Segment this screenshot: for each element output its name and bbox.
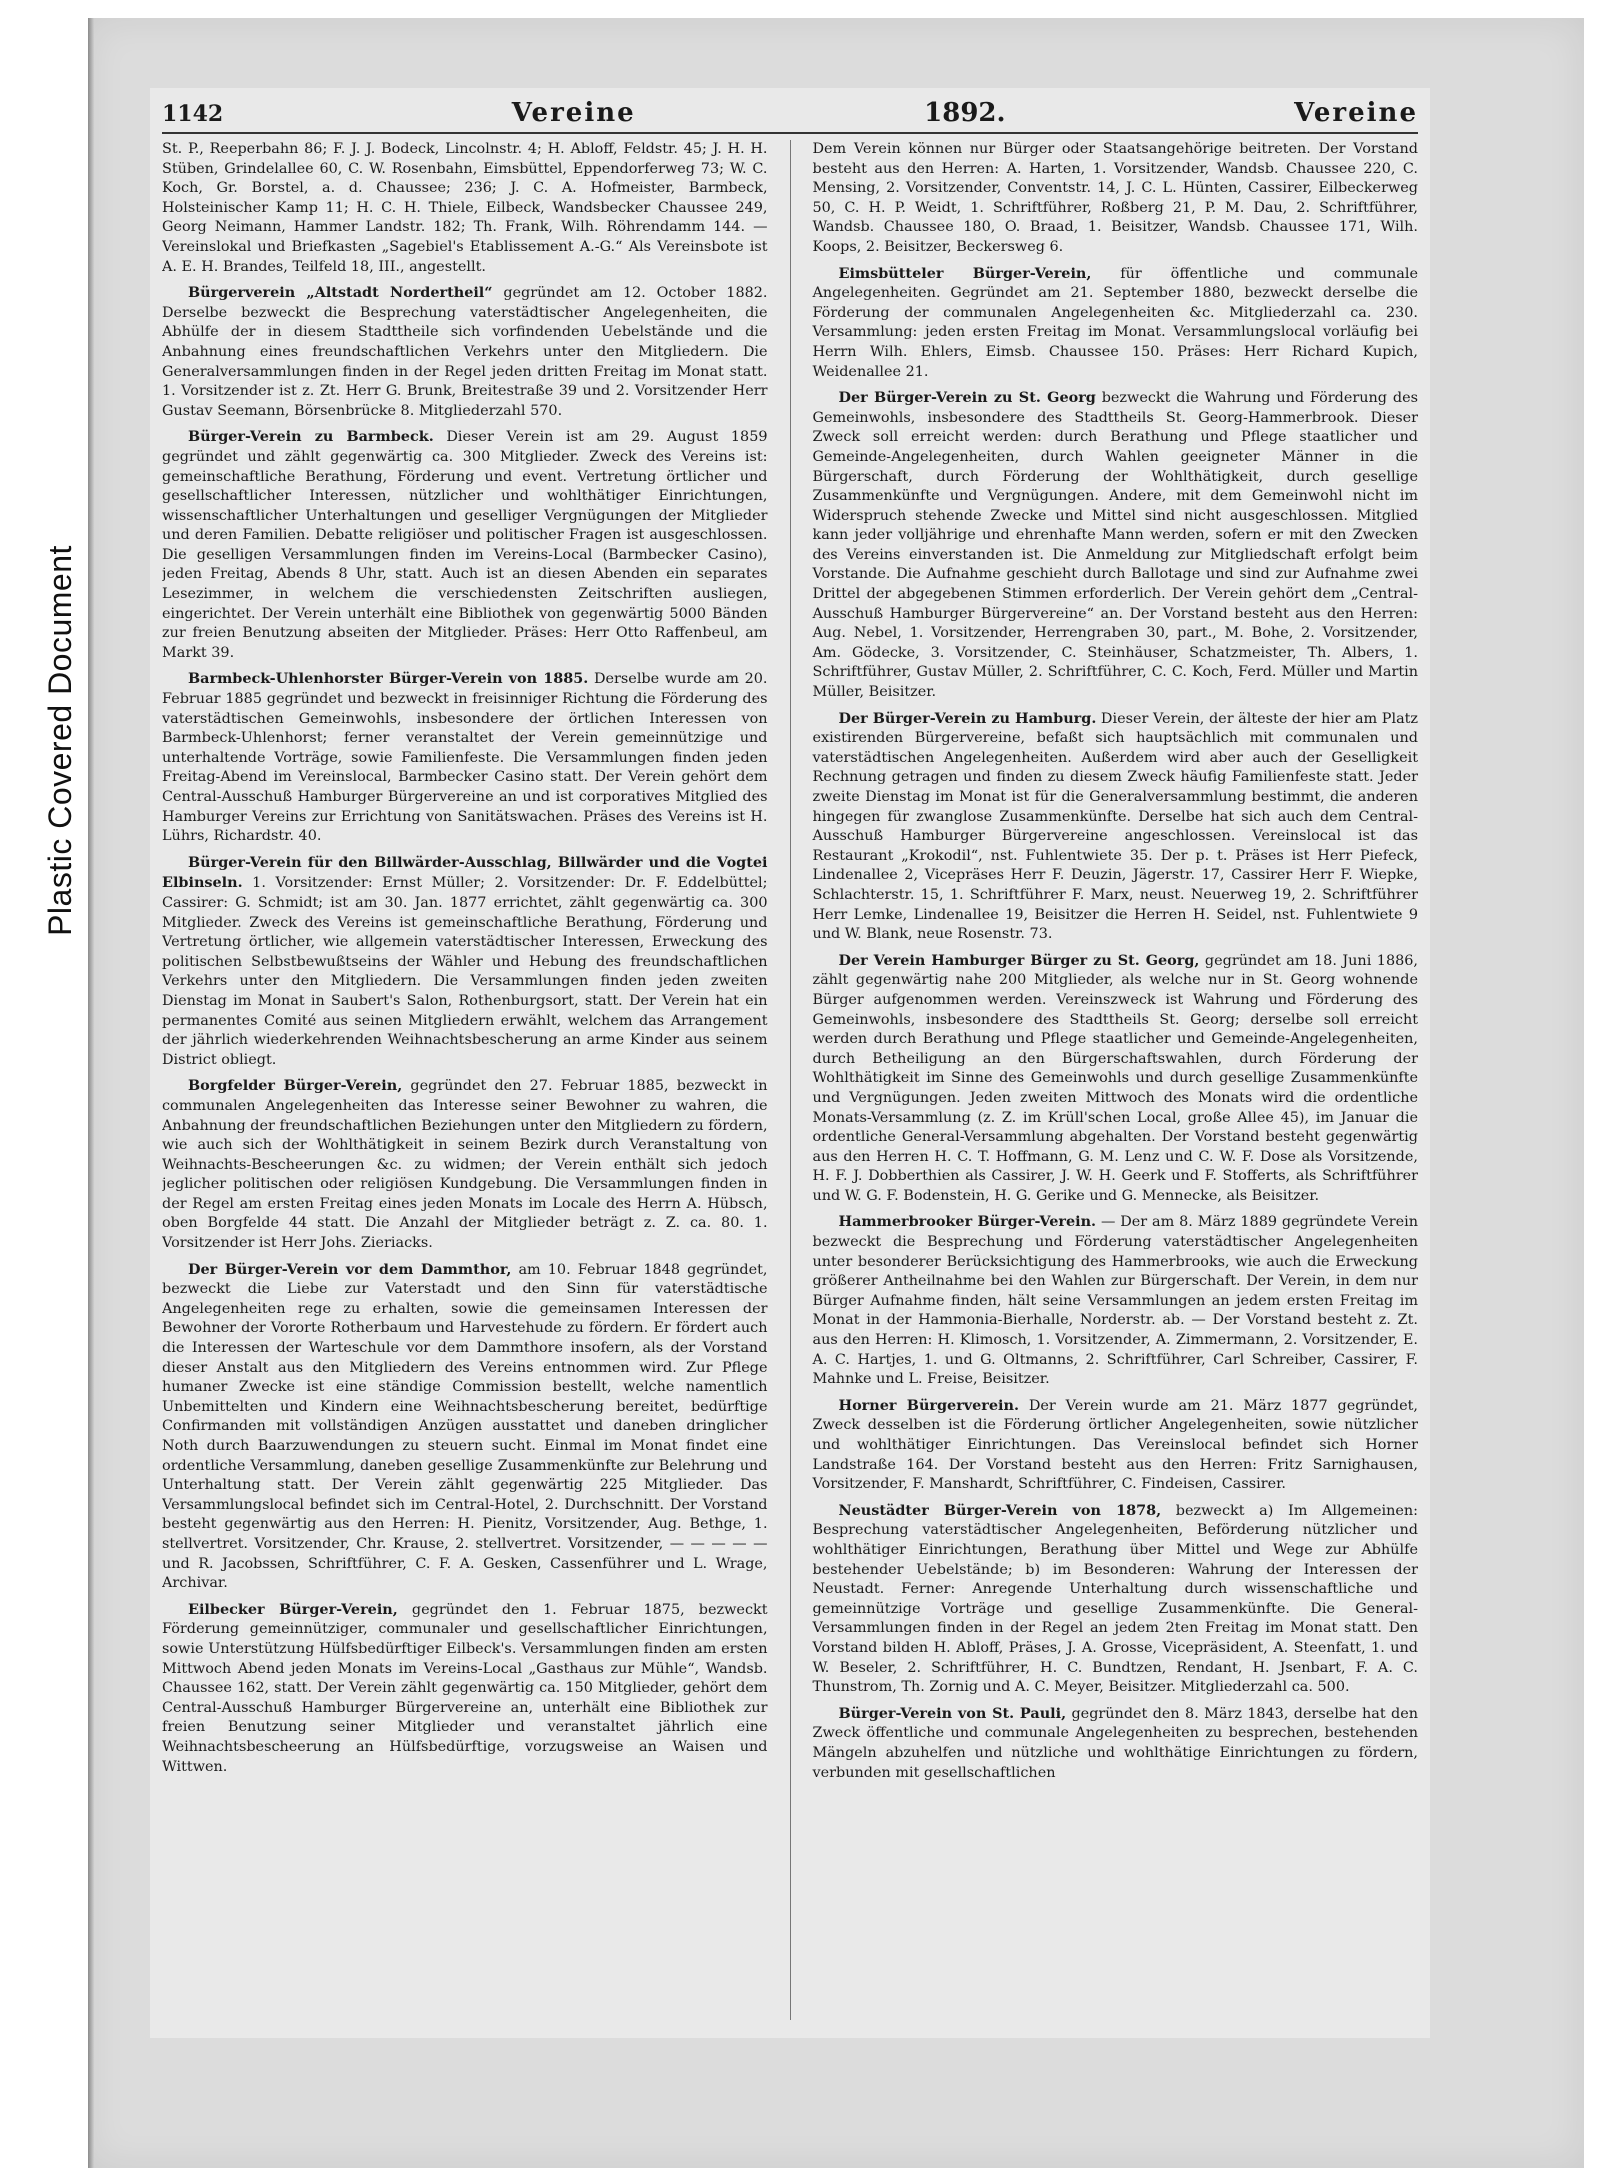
header-left-title: Vereine [511,98,636,128]
club-description: am 10. Februar 1848 gegründet, bezweckt die Liebe zur Vaterstadt und den Sinn für vaterstädtische Angelegenheiten rege zu erhalten, sowie die gemeinsamen Interessen der Bewohner der Vororte Rotherbaum und Harvestehude zu fördern. Er fördert auch die Interessen der Warteschule vor dem Dammthore insofern, als der Vorstand dieser Anstalt aus den Mitgliedern des Vereins entnommen wird. Zur Pflege humaner Zwecke ist eine ständige Commission bestellt, welche namentlich Unbemittelten und Kindern eine Weihnachtsbescherung bereitet, bedürftige Confirmanden mit vollständigen Anzügen ausstattet und daneben dringlicher Noth durch Baarzuwendungen zu steuern sucht. Einmal im Monat findet eine ordentliche Versammlung, daneben gesellige Zusammenkünfte zur Belehrung und Unterhaltung statt. Der Verein zählt gegenwärtig 225 Mitglieder. Das Versammlungslocal befindet sich im Central-Hotel, 2. Durchschnitt. Der Vorstand besteht gegenwärtig aus den Herren: H. Pienitz, Vorsitzender, Aug. Bethge, 1. stellvertret. Vorsitzender, Chr. Krause, 2. stellvertret. Vorsitzender, — — — — — und R. Jacobssen, Schriftführer, C. F. A. Gesken, Cassenführer und L. Wrage, Archivar. [162,1261,768,1592]
club-name: Bürgerverein „Altstadt Nordertheil“ [188,284,493,302]
club-description: gegründet den 1. Februar 1875, bezweckt Förderung gemeinnütziger, communaler und gesellschaftlicher Einrichtungen, sowie Unterstützung Hülfsbedürftiger Eilbeck's. Versammlungen finden am ersten Mittwoch Abend jeden Monats im Vereins-Local „Gasthaus zur Mühle“, Wandsb. Chaussee 162, statt. Der Verein zählt gegenwärtig ca. 150 Mitglieder, gehört dem Central-Ausschuß Hamburger Bürgervereine an, unterhält eine Bibliothek zur freien Benutzung seiner Mitglieder und veranstaltet jährlich eine Weihnachtsbescheerung an Hülfsbedürftige, vorzugsweise an Waisen und Wittwen. [162,1601,768,1775]
page-number: 1142 [162,101,224,127]
club-name: Der Bürger-Verein vor dem Dammthor, [188,1260,512,1278]
left-column [162,140,768,2020]
club-name: Bürger-Verein zu Barmbeck. [188,428,434,446]
club-description: Dieser Verein, der älteste der hier am Platz existirenden Bürgervereine, befaßt sich hauptsächlich mit communalen und vaterstädtischen Angelegenheiten. Außerdem wird aber auch der Geselligkeit Rechnung getragen und finden zu diesem Zweck häufig Familienfeste statt. Jeder zweite Dienstag im Monat ist für die Generalversammlung bestimmt, die anderen hingegen für zwanglose Zusammenkünfte. Derselbe hat sich auch dem Central-Ausschuß Hamburger Bürgervereine angeschlossen. Vereinslocal ist das Restaurant „Krokodil“, nst. Fuhlentwiete 35. Der p. t. Präses ist Herr Piefeck, Lindenallee 2, Vicepräses Herr F. Deuzin, Jägerstr. 17, Cassirer Herr F. Wiepke, Schlachterstr. 15, 1. Schriftführer F. Marx, neust. Neuerweg 19, 2. Schriftführer Herr Lemke, Lindenallee 19, Beisitzer die Herren H. Seidel, nst. Fuhlentwiete 9 und W. Blank, neue Rosenstr. 73. [812,710,1418,943]
club-description: für öffentliche und communale Angelegenheiten. Gegründet am 21. September 1880, bezweckt derselbe die Förderung der communalen Angelegenheiten &c. Mitgliederzahl ca. 230. Versammlung: jeden ersten Freitag im Monat. Versammlungslocal vorläufig bei Herrn Wilh. Ehlers, Eimsb. Chaussee 150. Präses: Herr Richard Kupich, Weidenallee 21. [812,265,1418,380]
club-description: Dieser Verein ist am 29. August 1859 gegründet und zählt gegenwärtig ca. 300 Mitglieder. Zweck des Vereins ist: gemeinschaftliche Berathung, Förderung und event. Vertretung örtlicher und gesellschaftlicher Interessen, nützlicher und wohlthätiger Einrichtungen, wissenschaftlicher Unterhaltungen und geselliger Vergnügungen der Mitglieder und deren Familien. Debatte religiöser und politischer Fragen ist ausgeschlossen. Die geselligen Versammlungen finden im Vereins-Local (Barmbecker Casino), jeden Freitag, Abends 8 Uhr, statt. Auch ist an diesen Abenden ein separates Lesezimmer, in welchem die verschiedensten Zeitschriften ausliegen, eingerichtet. Der Verein unterhält eine Bibliothek von gegenwärtig 5000 Bänden zur freien Benutzung abseiten der Mitglieder. Präses: Herr Otto Raffenbeul, am Markt 39. [162,429,768,661]
scan-left-edge [88,18,94,2168]
plastic-cover-label: Plastic Covered Document [41,544,78,936]
club-entry [812,140,1418,258]
header-right-title: Vereine [1294,98,1418,128]
club-entry [162,669,768,846]
club-name: Bürger-Verein von St. Pauli, [838,1704,1067,1722]
club-entry [812,709,1418,945]
club-entry [812,388,1418,703]
club-description: gegründet am 18. Juni 1886, zählt gegenwärtig nahe 200 Mitglieder, als welche nur in St. Georg wohnende Bürger aufgenommen werden. Vereinszweck ist Wahrung und Förderung des Gemeinwohls, insbesondere des Stadttheils St. Georg; derselbe soll erreicht werden durch Berathung und Pflege staatlicher und Gemeinde-Angelegenheiten, durch Betheiligung an den Bürgerschaftswahlen, durch Förderung der Wohlthätigkeit im Sinne des Gemeinwohls und durch gesellige Zusammenkünfte und Vergnügungen. Jeden zweiten Mittwoch des Monats wird die ordentliche Monats-Versammlung (z. Z. im Krüll'schen Local, große Allee 45), im Januar die ordentliche General-Versammlung abgehalten. Der Vorstand besteht gegenwärtig aus den Herren H. C. T. Hoffmann, G. M. Lenz und C. W. F. Dose als Vorsitzende, H. F. J. Dobberthien als Cassirer, J. W. H. Geerk und F. Stofferts, als Schriftführer und W. G. F. Bodenstein, H. G. Gerike und G. Mennecke, als Beisitzer. [812,952,1418,1204]
club-description: Derselbe wurde am 20. Februar 1885 gegründet und bezweckt in freisinniger Richtung die Förderung des vaterstädtischen Gemeinwohls, insbesondere der örtlichen Interessen von Barmbeck-Uhlenhorst; ferner veranstaltet der Verein gemeinnützige und unterhaltende Vorträge, sowie Familienfeste. Die Versammlungen finden jeden Freitag-Abend im Vereinslocal, Barmbecker Casino statt. Der Verein gehört dem Central-Ausschuß Hamburger Bürgervereine an und ist corporatives Mitglied des Hamburger Vereins zur Errichtung von Sanitätswachen. Präses des Vereins ist H. Lührs, Richardstr. 40. [162,671,768,845]
club-name: Barmbeck-Uhlenhorster Bürger-Verein von 1885. [188,670,589,688]
club-description: St. P., Reeperbahn 86; F. J. J. Bodeck, Lincolnstr. 4; H. Abloff, Feldstr. 45; J. H. H. Stüben, Grindelallee 60, C. W. Rosenbahn, Eimsbüttel, Eppendorferweg 73; W. C. Koch, Gr. Borstel, a. d. Chaussee; 236; J. C. A. Hofmeister, Barmbeck, Holsteinischer Kamp 11; H. C. H. Thiele, Eilbeck, Wandsbecker Chaussee 249, Georg Neimann, Hammer Landstr. 182; Th. Frank, Wilh. Röhrendamm 144. — Vereinslokal und Briefkasten „Sagebiel's Etablissement A.-G.“ Als Vereinsbote ist A. E. H. Brandes, Teilfeld 18, III., angestellt. [162,141,768,275]
club-entry [162,853,768,1071]
club-description: bezweckt die Wahrung und Förderung des Gemeinwohls, insbesondere des Stadttheils St. Georg-Hammerbrook. Dieser Zweck soll erreicht werden: durch Berathung und Pflege staatlicher und Gemeinde-Angelegenheiten, durch Wahlen geeigneter Männer in die Bürgerschaft, durch Förderung der Wohlthätigkeit, durch gesellige Zusammenkünfte und Vergnügungen. Andere, mit dem Gemeinwohl nicht im Widerspruch stehende Zwecke und Mittel sind nicht ausgeschlossen. Mitglied kann jeder volljährige und ehrenhafte Mann werden, sofern er mit den Zwecken des Vereins einverstanden ist. Die Anmeldung zur Mitgliedschaft erfolgt beim Vorstande. Die Aufnahme geschieht durch Ballotage und sind zur Aufnahme zwei Drittel der abgegebenen Stimmen erforderlich. Der Verein gehört dem „Central-Ausschuß Hamburger Bürgervereine“ an. Der Vorstand besteht aus den Herren: Aug. Nebel, 1. Vorsitzender, Herrengraben 30, part., M. Bohe, 2. Vorsitzender, Am. Gödecke, 3. Vorsitzender, C. Steinhäuser, Schatzmeister, Th. Albers, 1. Schriftführer, Gustav Müller, 2. Schriftführer, C. C. Koch, Ferd. Müller und Martin Müller, Beisitzer. [812,390,1418,701]
club-name: Borgfelder Bürger-Verein, [188,1077,403,1095]
club-entry [162,1260,768,1594]
club-name: Der Verein Hamburger Bürger zu St. Georg, [838,951,1200,969]
club-entry [812,264,1418,383]
club-entry [162,1600,768,1777]
club-name: Eimsbütteler Bürger-Verein, [838,264,1092,282]
club-entry [162,427,768,663]
club-description: gegründet am 12. October 1882. Derselbe bezweckt die Besprechung vaterstädtischer Angelegenheiten, die Abhülfe der in diesem Stadttheile sich vorfindenden Uebelstände und die Anbahnung eines freundschaftlichen Verkehrs unter den Mitgliedern. Die Generalversammlungen finden in der Regel jeden dritten Freitag im Monat statt. 1. Vorsitzender ist z. Zt. Herr G. Brunk, Breitestraße 39 und 2. Vorsitzender Herr Gustav Seemann, Börsenbrücke 8. Mitgliederzahl 570. [162,285,768,419]
club-name: Eilbecker Bürger-Verein, [188,1600,398,1618]
club-name: Der Bürger-Verein zu Hamburg. [838,709,1097,727]
club-description: bezweckt a) Im Allgemeinen: Besprechung vaterstädtischer Angelegenheiten, Beförderung nützlicher und wohlthätiger Einrichtungen, Berathung über Mittel und Wege zur Abhülfe bestehender Uebelstände; b) im Besonderen: Wahrung der Interessen der Neustadt. Ferner: Anregende Unterhaltung durch wissenschaftliche und gemeinnützige Vorträge und gesellige Zusammenkünfte. Die General-Versammlungen finden in der Regel an jedem 2ten Freitag im Monat statt. Den Vorstand bilden H. Abloff, Präses, J. A. Grosse, Vicepräsident, A. Steenfatt, 1. und W. Beseler, 2. Schriftführer, H. C. Bundtzen, Rendant, H. Jsenbart, F. A. C. Thunstrom, Th. Zornig und A. C. Meyer, Beisitzer. Mitgliederzahl ca. 500. [812,1502,1418,1696]
club-entry [162,283,768,421]
club-name: Der Bürger-Verein zu St. Georg [838,389,1096,407]
club-name: Horner Bürgerverein. [838,1396,1019,1414]
page-header [162,98,1418,134]
club-description: gegründet den 27. Februar 1885, bezweckt in communalen Angelegenheiten das Interesse seiner Bewohner zu wahren, die Anbahnung der freundschaftlichen Beziehungen unter den Mitgliedern zu fördern, wie auch sich der Wohlthätigkeit in seinem Bezirk durch Veranstaltung von Weihnachts-Bescheerungen &c. zu widmen; der Verein enthält sich jedoch jeglicher politischen oder religiösen Kundgebung. Die Versammlungen finden in der Regel am ersten Freitag eines jeden Monats im Locale des Herrn A. Hübsch, oben Borgfelde 44 statt. Die Anzahl der Mitglieder beträgt z. Z. ca. 80. 1. Vorsitzender ist Herr Johs. Zieriacks. [162,1078,768,1252]
document-page [150,88,1430,2038]
club-entry [812,951,1418,1207]
club-description: Dem Verein können nur Bürger oder Staatsangehörige beitreten. Der Vorstand besteht aus den Herren: A. Harten, 1. Vorsitzender, Wandsb. Chaussee 220, C. Mensing, 2. Vorsitzender, Conventstr. 14, J. C. L. Hünten, Cassirer, Eilbeckerweg 50, C. H. P. Weidt, 1. Schriftführer, Roßberg 21, P. M. Dau, 2. Schriftführer, Wandsb. Chaussee 180, O. Braad, 1. Beisitzer, Wandsb. Chaussee 171, Wilh. Koops, 2. Beisitzer, Beckersweg 6. [812,141,1418,255]
club-entry [812,1212,1418,1389]
columns [162,140,1418,2020]
club-description: — Der am 8. März 1889 gegründete Verein bezweckt die Besprechung und Förderung vaterstädtischer Angelegenheiten unter besonderer Berücksichtigung des Hammerbrooks, wie auch die Erweckung größerer Antheilnahme bei den Wahlen zur Bürgerschaft. Der Verein, in dem nur Bürger Aufnahme finden, hält seine Versammlungen an jedem ersten Freitag im Monat in der Hammonia-Bierhalle, Norderstr. ab. — Der Vorstand besteht z. Zt. aus den Herren: H. Klimosch, 1. Vorsitzender, A. Zimmermann, 2. Vorsitzender, E. A. C. Hartjes, 1. und G. Oltmanns, 2. Schriftführer, Carl Schreiber, Cassirer, F. Mahnke und L. Freise, Beisitzer. [812,1214,1418,1388]
club-name: Bürger-Verein für den Billwärder-Ausschlag, Billwärder und die Vogtei Elbinseln. [162,853,768,892]
column-divider [790,140,791,2020]
right-column [812,140,1418,2020]
club-entry [162,1076,768,1253]
club-entry [812,1704,1418,1783]
club-name: Hammerbrooker Bürger-Verein. [838,1213,1097,1231]
header-year: 1892. [924,98,1006,128]
club-description: Der Verein wurde am 21. März 1877 gegründet, Zweck desselben ist die Förderung örtlicher Angelegenheiten, sowie nützlicher und wohlthätiger Einrichtungen. Das Vereinslocal befindet sich Horner Landstraße 164. Der Vorstand besteht aus den Herren: Fritz Sarnighausen, Vorsitzender, F. Manshardt, Schriftführer, C. Findeisen, Cassirer. [812,1397,1418,1493]
club-entry [162,140,768,277]
club-description: gegründet den 8. März 1843, derselbe hat den Zweck öffentliche und communale Angelegenheiten zu besprechen, bestehenden Mängeln abzuhelfen und nützliche und wohlthätige Einrichtungen zu fördern, verbunden mit gesellschaftlichen [812,1705,1418,1781]
club-entry [812,1501,1418,1698]
club-entry [812,1396,1418,1495]
side-label-container [28,460,92,1020]
club-name: Neustädter Bürger-Verein von 1878, [838,1501,1162,1519]
club-description: 1. Vorsitzender: Ernst Müller; 2. Vorsitzender: Dr. F. Eddelbüttel; Cassirer: G. Schmidt; ist am 30. Jan. 1877 errichtet, zählt gegenwärtig ca. 300 Mitglieder. Zweck des Vereins ist gemeinschaftliche Berathung, Förderung und Vertretung örtlicher, wie allgemein vaterstädtischer Interessen, Erweckung des politischen Selbstbewußtseins der Wähler und Hebung des freundschaftlichen Verkehrs unter den Mitgliedern. Die Versammlungen finden jeden zweiten Dienstag im Monat in Saubert's Salon, Rothenburgsort, statt. Der Verein hat ein permanentes Comité aus seinen Mitgliedern erwählt, welchem das Arrangement der jährlich wiederkehrenden Weihnachtsbescherung an arme Kinder aus seinem District obliegt. [162,875,768,1068]
